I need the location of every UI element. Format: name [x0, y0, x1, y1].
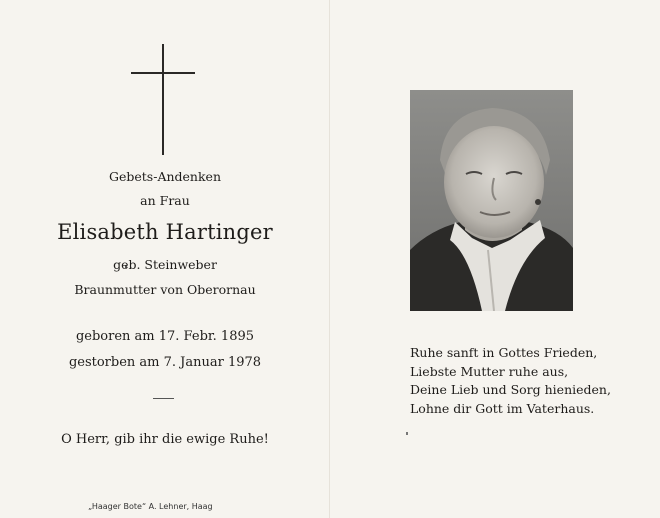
- death-date: gestorben am 7. Januar 1978: [68, 355, 262, 370]
- portrait-photo: [410, 90, 573, 311]
- maiden-name: geb. Steinweber: [113, 257, 217, 272]
- birth-date: geboren am 17. Febr. 1895: [75, 329, 255, 344]
- verse-line: Lohne dir Gott im Vaterhaus.: [410, 400, 595, 416]
- verse-line: Liebste Mutter ruhe aus,: [410, 363, 569, 379]
- fold-line: [329, 0, 330, 518]
- cross-icon: [162, 44, 164, 155]
- role-line: Braunmutter von Oberornau: [74, 282, 256, 297]
- verse-line: Ruhe sanft in Gottes Frieden,: [410, 345, 598, 360]
- divider: [153, 398, 174, 399]
- print-speck: [406, 432, 408, 435]
- deceased-name: Elisabeth Hartinger: [57, 220, 273, 244]
- printer-credit: „Haager Bote“ A. Lehner, Haag: [88, 502, 213, 511]
- verse: [410, 344, 611, 418]
- cross-icon-bar: [131, 72, 195, 74]
- heading: Gebets-Andenken: [109, 169, 221, 184]
- name-prefix: an Frau: [140, 193, 190, 208]
- prayer-line: O Herr, gib ihr die ewige Ruhe!: [61, 432, 269, 447]
- verse-line: Deine Lieb und Sorg hienieden,: [410, 382, 611, 397]
